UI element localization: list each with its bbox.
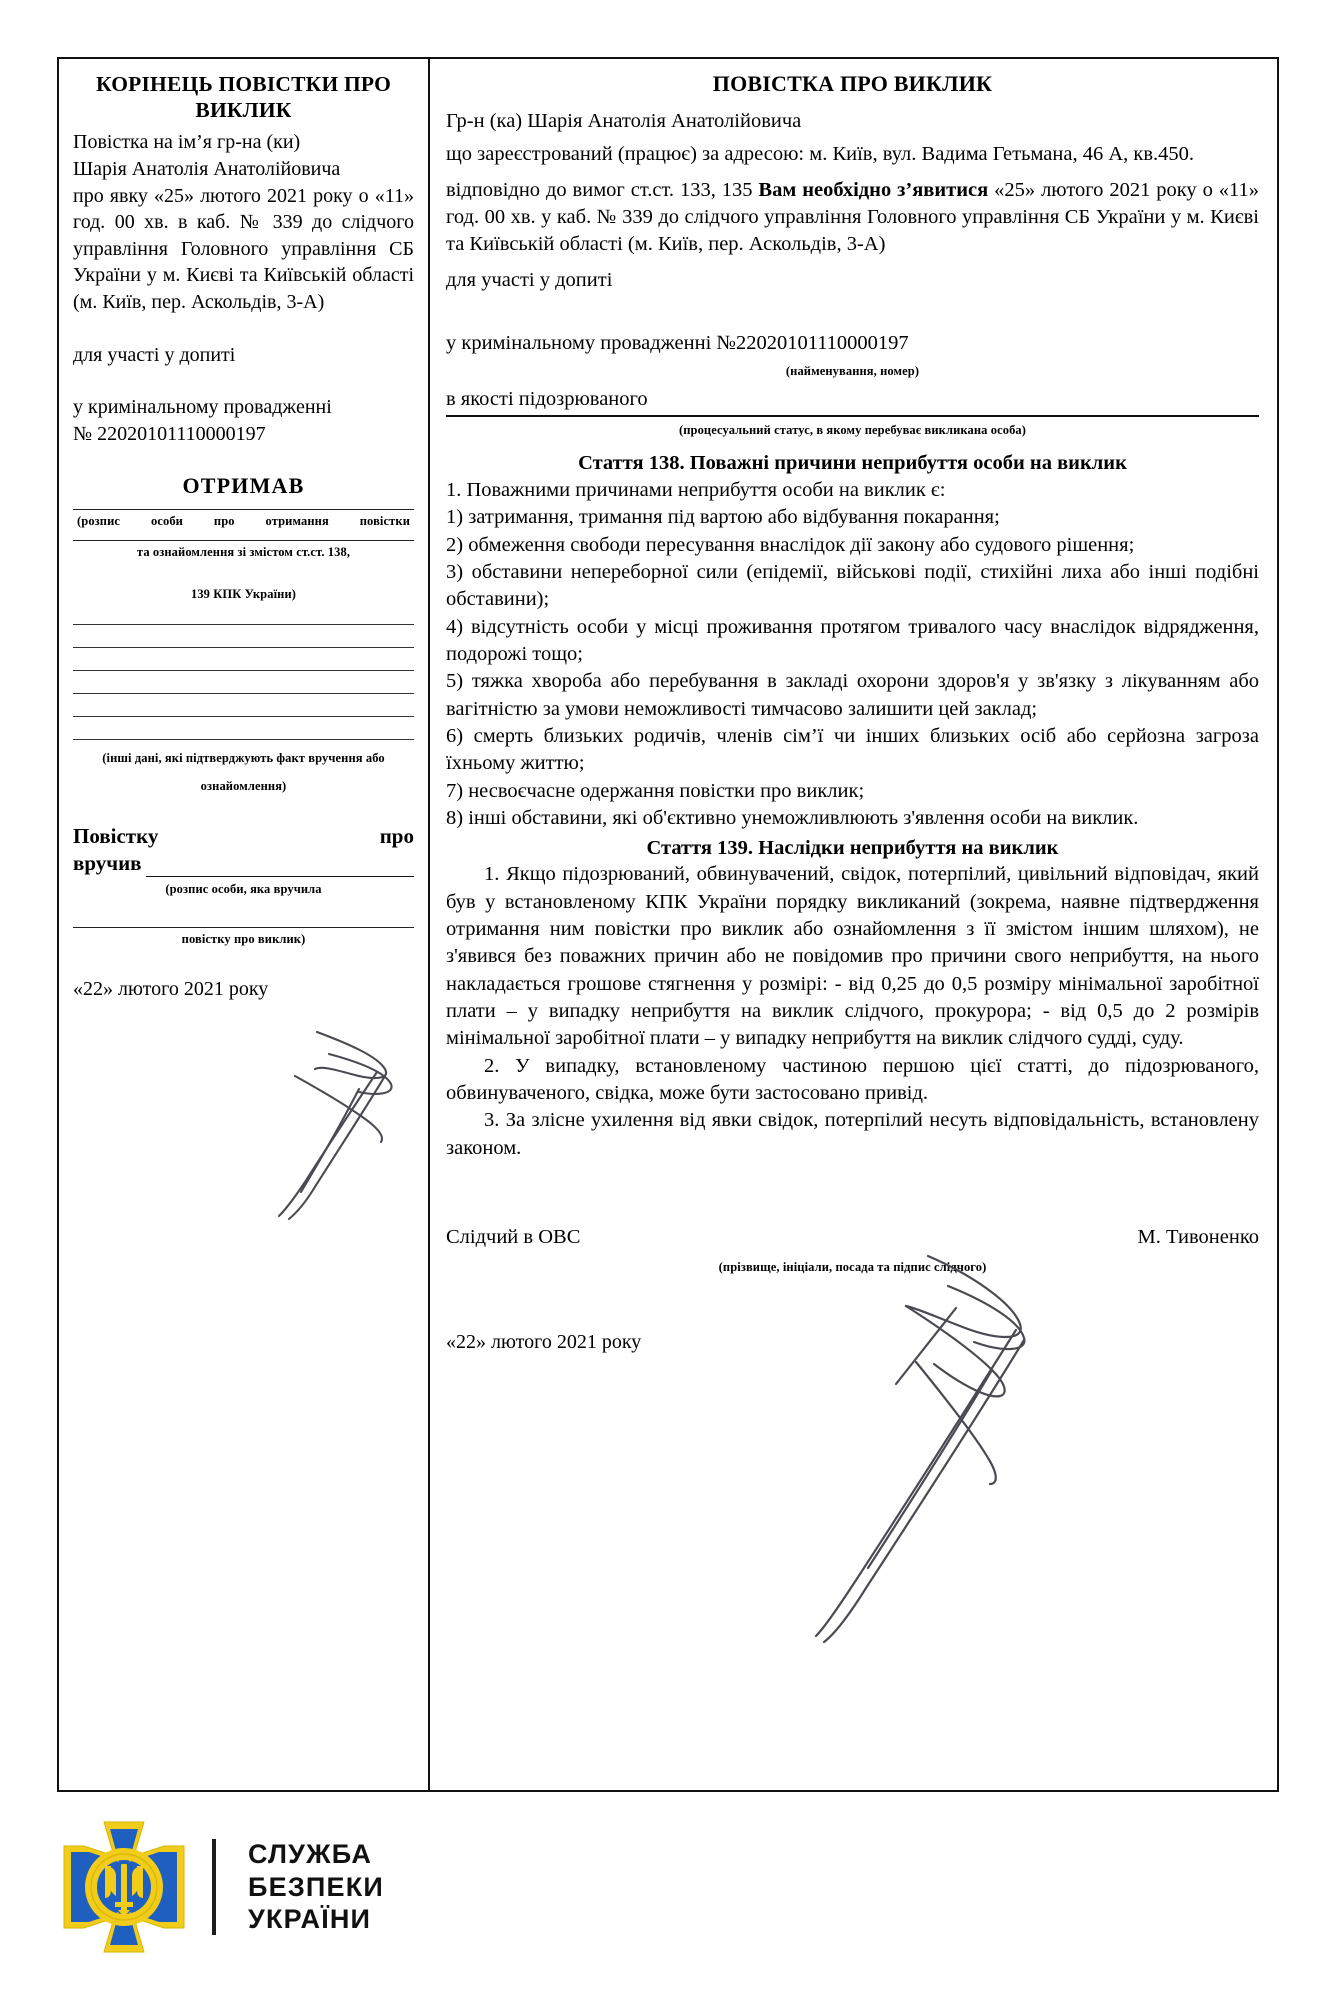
stub-blank-line[interactable] — [73, 670, 414, 671]
article-139-title: Стаття 139. Наслідки неприбуття на виклик — [646, 836, 1059, 859]
article-138-item: 8) інші обставини, які об'єктивно унеможливлюють з'явлення особи на виклик. — [446, 807, 1139, 830]
stub-delivered-label-line2: вручив — [73, 850, 142, 875]
stub-blank-line[interactable] — [73, 647, 414, 648]
sbu-logo-text — [248, 1838, 384, 1937]
summons-prefix: відповідно до вимог ст.ст. 133, 135 — [446, 178, 759, 201]
summons-purpose: для участі у допиті — [446, 268, 613, 291]
stub-caption-other-1: (інші дані, які підтверджують факт вручення або — [102, 751, 385, 766]
stub-paragraph-4: для участі у допиті — [73, 343, 236, 366]
stub-received-label: ОТРИМАВ — [182, 473, 305, 499]
stub-caption-code: 139 КПК України) — [190, 586, 297, 601]
stub-caption-other-2: ознайомлення) — [200, 779, 287, 794]
summons-main-column — [430, 59, 1277, 1790]
stub-paragraph-2: Шарія Анатолія Анатолійовича — [73, 158, 341, 181]
article-138-item: 6) смерть близьких родичів, членів сім’ї чи інших близьких осіб або серйозна загроза їхньому життю; — [446, 725, 1259, 775]
stub-caption-signature: (розпис особи про отримання повістки — [77, 514, 410, 529]
article-138-intro: 1. Поважними причинами неприбуття особи на виклик є: — [446, 478, 946, 501]
sbu-emblem-icon — [60, 1818, 188, 1956]
article-139-paragraph: 3. За злісне ухилення від явки свідок, потерпілий несуть відповідальність, встановлену законом. — [446, 1109, 1259, 1159]
stub-blank-line[interactable] — [73, 739, 414, 740]
article-138-item: 3) обставини непереборної сили (епідемії, військові події, стихійні лиха або інші подібні обставини); — [446, 560, 1259, 611]
caption-signer: (прізвище, ініціали, посада та підпис слідчого) — [718, 1260, 987, 1275]
article-139-paragraph: 2. У випадку, встановленому частиною першою цієї статті, до підозрюваного, обвинуваченого, свідка, може бути застосовано привід. — [446, 1054, 1259, 1105]
summons-stub-column — [59, 59, 430, 1790]
summons-status: в якості підозрюваного — [446, 386, 1259, 417]
handwritten-signature-investigator — [720, 1244, 1050, 1644]
stub-blank-lines[interactable] — [73, 624, 414, 740]
article-138-item: 2) обмеження свободи пересування внаслідок дії закону або судового рішення; — [446, 533, 1135, 556]
recipient-name: Гр-н (ка) Шарія Анатолія Анатолійовича — [446, 109, 802, 132]
summons-rest: «25» лютого 2021 року о «11» год. 00 хв. у каб. № 339 до слідчого управління Головного управління СБ України у м. Києві та Київській області (м. Київ, пер. Аскольдів, 3-А) — [446, 178, 1259, 256]
signer-name: М. Тивоненко — [1137, 1226, 1259, 1249]
stub-caption-acquaint: та ознайомлення зі змістом ст.ст. 138, — [136, 544, 351, 559]
summons-table — [57, 57, 1279, 1792]
stub-blank-line[interactable] — [73, 624, 414, 625]
article-138-item: 7) несвоєчасне одержання повістки про виклик; — [446, 779, 865, 802]
stub-delivered-signature-line[interactable] — [146, 856, 414, 877]
article-138-item: 1) затримання, тримання під вартою або відбування покарання; — [446, 506, 1000, 529]
stub-paragraph-1: Повістка на ім’я гр-на (ки) — [73, 131, 301, 154]
stub-paragraph-3: про явку «25» лютого 2021 року о «11» год. 00 хв. в каб. № 339 до слідчого управління Головного управління СБ України у м. Києві та Київській області (м. Київ, пер. Аскольдів, 3-А) — [73, 184, 414, 313]
logo-line-1: СЛУЖБА — [248, 1838, 373, 1869]
caption-proceeding: (найменування, номер) — [785, 364, 920, 379]
stub-delivered-line-2[interactable] — [73, 927, 414, 928]
stub-caption-delivered-2: повістку про виклик) — [181, 932, 306, 947]
article-138-item: 5) тяжка хвороба або перебування в закладі охорони здоров'я у зв'язку з лікуванням або вагітністю за умови неможливості тимчасово залишити цей заклад; — [446, 670, 1259, 720]
handwritten-signature-stub — [209, 1014, 419, 1224]
caption-status: (процесуальний статус, в якому перебуває викликана особа) — [678, 422, 1027, 437]
signer-title: Слідчий в ОВС — [446, 1226, 581, 1249]
summons-proceeding: у кримінальному провадженні №22020101110000197 — [446, 331, 909, 354]
stub-paragraph-5: у кримінальному провадженні — [73, 396, 332, 419]
summons-instruction — [446, 177, 1259, 259]
stub-heading: КОРІНЕЦЬ ПОВІСТКИ ПРО ВИКЛИК — [95, 72, 392, 123]
article-138-item: 4) відсутність особи у місці проживання протягом тривалого часу внаслідок відрядження, подорожі тощо; — [446, 615, 1259, 665]
stub-delivered-signature-row[interactable] — [73, 850, 414, 877]
article-139-paragraph: 1. Якщо підозрюваний, обвинувачений, свідок, потерпілий, цивільний відповідач, який був у встановленому КПК України порядку викликаний (зокрема, наявне підтвердження отримання ним повістки про виклик або ознайомлення з її змістом іншим шляхом), не з'явився без поважних причин або не повідомив про причини свого неприбуття, на нього накладається грошове стягнення у розмірі: - від 0,25 до 0,5 розміру мінімальної заробітної плати – у випадку неприбуття на виклик слідчого, прокурора; - від 0,5 до 2 розмірів мінімальної заробітної плати – у випадку неприбуття на виклик слідчого судді, суду. — [446, 863, 1259, 1050]
stub-signature-line-1[interactable] — [73, 509, 414, 510]
stub-signature-line-2[interactable] — [73, 540, 414, 541]
stub-case-number: № 22020101110000197 — [73, 422, 266, 445]
logo-line-3: УКРАЇНИ — [248, 1904, 372, 1935]
stub-blank-line[interactable] — [73, 716, 414, 717]
signer-row — [446, 1226, 1259, 1249]
stub-caption-delivered-1: (розпис особи, яка вручила — [165, 882, 322, 897]
summons-date: «22» лютого 2021 року — [446, 1331, 642, 1354]
sbu-logo-block — [60, 1812, 480, 1962]
stub-blank-line[interactable] — [73, 693, 414, 694]
stub-delivered-label-line1: Повістку про — [73, 823, 414, 848]
stub-date: «22» лютого 2021 року — [73, 977, 269, 1000]
logo-line-2: БЕЗПЕКИ — [248, 1871, 385, 1902]
summons-bold: Вам необхідно з’явитися — [758, 178, 989, 201]
summons-heading: ПОВІСТКА ПРО ВИКЛИК — [712, 71, 993, 96]
article-138-title: Стаття 138. Поважні причини неприбуття особи на виклик — [578, 452, 1127, 475]
recipient-address: що зареєстрований (працює) за адресою: м. Київ, вул. Вадима Гетьмана, 46 А, кв.450. — [446, 143, 1195, 166]
logo-divider — [212, 1839, 216, 1935]
